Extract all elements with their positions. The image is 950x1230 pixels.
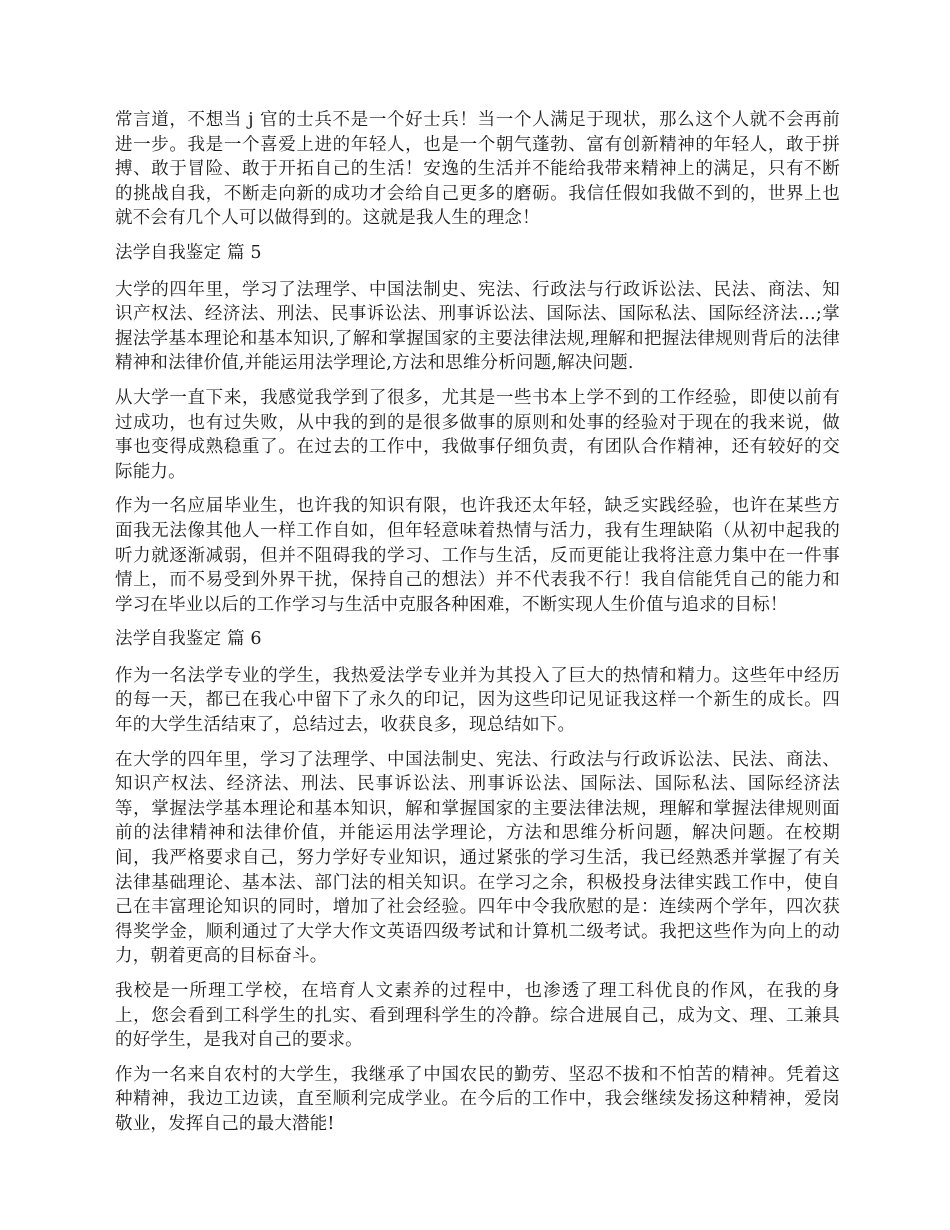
paragraph-courses: 大学的四年里，学习了法理学、中国法制史、宪法、行政法与行政诉讼法、民法、商法、知识产权法、经济法、刑法、民事诉讼法、刑事诉讼法、国际法、国际私法、国际经济法…;掌握法学基本理论和基本知识,了解和掌握国家的主要法律法规,理解和把握法律规则背后的法律精神和法律价值,并能运用法学理论,方法和思维分析问题,解决问题. <box>115 279 840 374</box>
paragraph-school: 我校是一所理工学校，在培育人文素养的过程中，也渗透了理工科优良的作风，在我的身上，您会看到工科学生的扎实、看到理科学生的冷静。综合进展自己，成为文、理、工兼具的好学生，是我对自己的要求。 <box>115 981 840 1051</box>
paragraph-graduate: 作为一名应届毕业生，也许我的知识有限，也许我还太年轻，缺乏实践经验，也许在某些方面我无法像其他人一样工作自如，但年轻意味着热情与活力，我有生理缺陷（从初中起我的听力就逐渐减弱，但并不阻碍我的学习、工作与生活，反而更能让我将注意力集中在一件事情上，而不易受到外界干扰，保持自己的想法）并不代表我不行！我自信能凭自己的能力和学习在毕业以后的工作学习与生活中克服各种困难，不断实现人生价值与追求的目标！ <box>115 496 840 615</box>
paragraph-rural: 作为一名来自农村的大学生，我继承了中国农民的勤劳、坚忍不拔和不怕苦的精神。凭着这种精神，我边工边读，直至顺利完成学业。在今后的工作中，我会继续发扬这种精神，爱岗敬业，发挥自己的最大潜能! <box>115 1064 840 1134</box>
paragraph-study: 在大学的四年里，学习了法理学、中国法制史、宪法、行政法与行政诉讼法、民法、商法、知识产权法、经济法、刑法、民事诉讼法、刑事诉讼法、国际法、国际私法、国际经济法等，掌握法学基本理论和基本知识，解和掌握国家的主要法律法规，理解和掌握法律规则面前的法律精神和法律价值，并能运用法学理论，方法和思维分析问题，解决问题。在校期间，我严格要求自己，努力学好专业知识，通过紧张的学习生活，我已经熟悉并掌握了有关法律基础理论、基本法、部门法的相关知识。在学习之余，积极投身法律实践工作中，使自己在丰富理论知识的同时，增加了社会经验。四年中令我欣慰的是：连续两个学年，四次获得奖学金，顺利通过了大学大作文英语四级考试和计算机二级考试。我把这些作为向上的动力，朝着更高的目标奋斗。 <box>115 749 840 967</box>
section-heading-6: 法学自我鉴定 篇 6 <box>115 629 262 650</box>
section-heading-5: 法学自我鉴定 篇 5 <box>115 242 262 263</box>
paragraph-intro: 常言道，不想当 j 官的士兵不是一个好士兵！当一个人满足于现状，那么这个人就不会再前进一步。我是一个喜爱上进的年轻人，也是一个朝气蓬勃、富有创新精神的年轻人，敢于拼搏、敢于冒险、敢于开拓自己的生活！安逸的生活并不能给我带来精神上的满足，只有不断的挑战自我，不断走向新的成功才会给自己更多的磨砺。我信任假如我做不到的，世界上也就不会有几个人可以做得到的。这就是我人生的理念！ <box>115 110 840 229</box>
paragraph-experience: 从大学一直下来，我感觉我学到了很多，尤其是一些书本上学不到的工作经验，即使以前有过成功，也有过失败，从中我的到的是很多做事的原则和处事的经验对于现在的我来说，做事也变得成熟稳重了。在过去的工作中，我做事仔细负责，有团队合作精神，还有较好的交际能力。 <box>115 387 840 482</box>
document-page <box>115 108 840 1147</box>
paragraph-passion: 作为一名法学专业的学生，我热爱法学专业并为其投入了巨大的热情和精力。这些年中经历的每一天，都已在我心中留下了永久的印记，因为这些印记见证我这样一个新生的成长。四年的大学生活结束了，总结过去，收获良多，现总结如下。 <box>115 665 840 736</box>
